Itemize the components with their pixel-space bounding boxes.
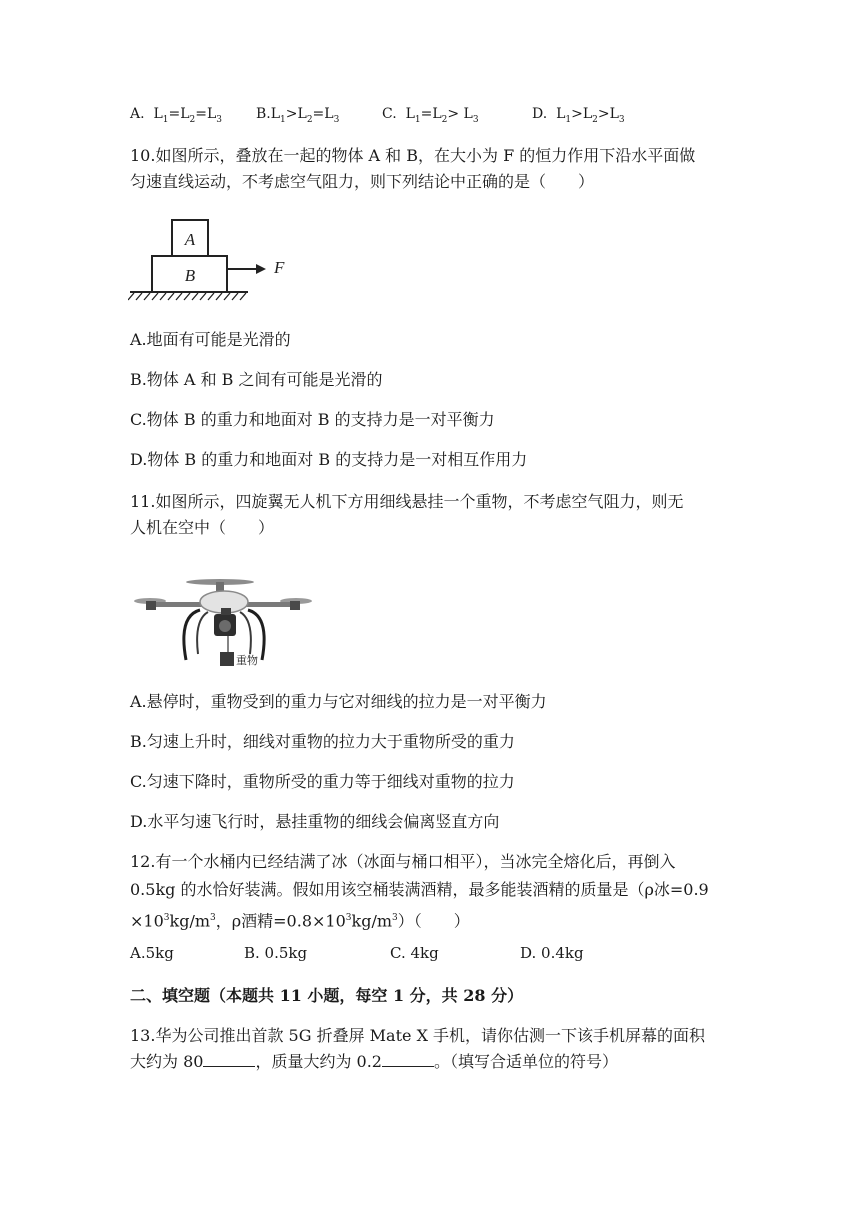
weight-block xyxy=(220,652,234,666)
q10-option-a: A.地面有可能是光滑的 xyxy=(130,330,291,349)
section2-heading: 二、填空题（本题共 11 小题，每空 1 分，共 28 分） xyxy=(130,986,524,1005)
q12-option-c: C. 4kg xyxy=(390,944,439,962)
q10-stem-line2: 匀速直线运动，不考虑空气阻力，则下列结论中正确的是（ ） xyxy=(130,172,595,191)
q12-stem-line3: $\times 10^3kg/m^3$，ρ酒精$=0.8\times 10^3kg/m^3$）（ ） xyxy=(130,911,470,931)
q9-option-d: D. $L_1>L_2>L_3$ xyxy=(532,106,625,125)
q13-stem-line1: 13.华为公司推出首款 5G 折叠屏 Mate X 手机，请你估测一下该手机屏幕的面积 xyxy=(130,1026,706,1045)
motor-left xyxy=(146,601,156,610)
q10-figure xyxy=(128,218,298,310)
q11-option-a: A.悬停时，重物受到的重力与它对细线的拉力是一对平衡力 xyxy=(130,692,547,711)
q12-option-b: B. 0.5kg xyxy=(244,944,308,962)
q11-option-c: C.匀速下降时，重物所受的重力等于细线对重物的拉力 xyxy=(130,772,515,791)
block-a-label: A xyxy=(184,230,196,249)
q11-option-d: D.水平匀速飞行时，悬挂重物的细线会偏离竖直方向 xyxy=(130,812,500,831)
q10-option-d: D.物体 B 的重力和地面对 B 的支持力是一对相互作用力 xyxy=(130,450,528,469)
q10-stem-line1: 10.如图所示，叠放在一起的物体 A 和 B，在大小为 F 的恒力作用下沿水平面做 xyxy=(130,146,696,165)
q9-option-a: A. $L_1=L_2=L_3$ xyxy=(130,106,223,125)
q12-option-d: D. 0.4kg xyxy=(520,944,584,962)
q12-option-a: A.5kg xyxy=(130,944,174,962)
q10-option-b: B.物体 A 和 B 之间有可能是光滑的 xyxy=(130,370,383,389)
q12-options xyxy=(0,944,860,966)
q11-stem-line2: 人机在空中（ ） xyxy=(130,518,275,537)
ground-hatching xyxy=(128,293,246,300)
force-label: F xyxy=(274,258,285,277)
blank-1[interactable] xyxy=(203,1052,255,1067)
q11-option-b: B.匀速上升时，细线对重物的拉力大于重物所受的重力 xyxy=(130,732,515,751)
blank-2[interactable] xyxy=(382,1052,434,1067)
block-b-label: B xyxy=(184,266,196,285)
q9-option-b: $B.L_1>L_2=L_3$ xyxy=(256,106,340,125)
q11-stem-line1: 11.如图所示，四旋翼无人机下方用细线悬挂一个重物，不考虑空气阻力，则无 xyxy=(130,492,684,511)
camera-lens xyxy=(219,620,231,632)
q9-option-c: C. $L_1=L_2> L_3$ xyxy=(382,106,479,125)
q13-stem-line2: 大约为 80 ，质量大约为 0.2 。（填写合适单位的符号） xyxy=(130,1052,619,1071)
q12-stem-line2: 0.5kg 的水恰好装满。假如用该空桶装满酒精，最多能装酒精的质量是（ρ冰=0.9 xyxy=(130,880,709,899)
force-arrowhead xyxy=(256,264,266,274)
motor-right xyxy=(290,601,300,610)
weight-label: 重物 xyxy=(236,655,258,667)
q9-options xyxy=(0,106,860,128)
drone-figure xyxy=(128,568,320,674)
q10-option-c: C.物体 B 的重力和地面对 B 的支持力是一对平衡力 xyxy=(130,410,495,429)
q12-stem-line1: 12.有一个水桶内已经结满了冰（冰面与桶口相平），当冰完全熔化后，再倒入 xyxy=(130,852,676,871)
